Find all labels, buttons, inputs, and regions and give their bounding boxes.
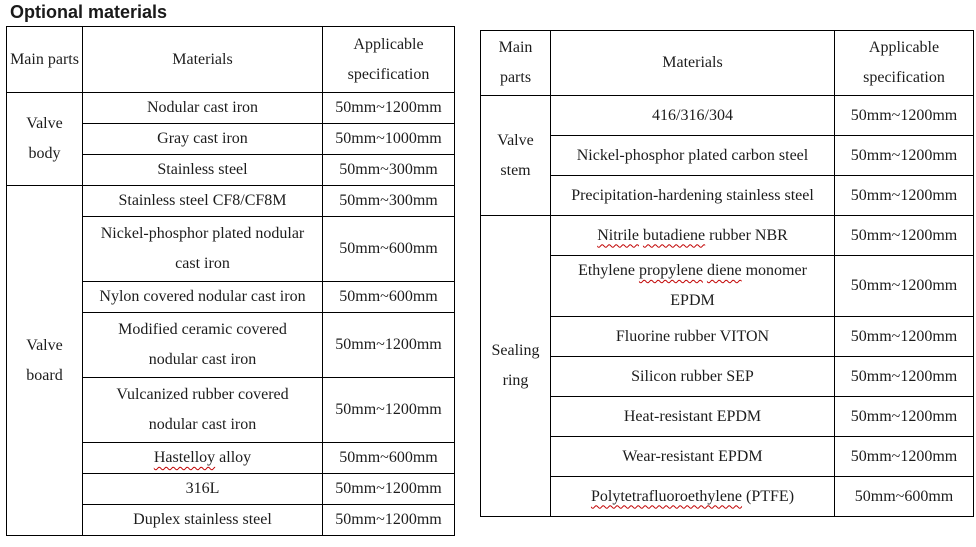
material-text: (PTFE)	[742, 487, 795, 505]
material-cell	[551, 256, 835, 317]
spec-cell: 50mm~600mm	[323, 217, 455, 282]
spec-cell: 50mm~1200mm	[323, 313, 455, 378]
table-header-row	[7, 27, 455, 93]
spec-cell: 50mm~600mm	[323, 443, 455, 474]
material-cell	[83, 443, 323, 474]
spec-cell: 50mm~1200mm	[323, 474, 455, 505]
group-label-valve-stem: Valve stem	[481, 96, 551, 216]
spec-cell: 50mm~1200mm	[835, 397, 974, 437]
material-cell: Silicon rubber SEP	[551, 357, 835, 397]
table-row	[481, 437, 974, 477]
optional-materials-table-left	[6, 26, 455, 536]
misspelled-word: diene	[706, 262, 742, 279]
spec-cell: 50mm~1200mm	[323, 505, 455, 536]
misspelled-word: butadiene	[642, 226, 706, 244]
material-text: rubber NBR	[705, 226, 788, 244]
table-row	[481, 317, 974, 357]
group-label-valve-board: Valve board	[7, 186, 83, 536]
misspelled-word: Polytetrafluoroethylene	[590, 487, 743, 505]
misspelled-word: Nitrile	[597, 226, 639, 244]
spec-cell: 50mm~1200mm	[835, 256, 974, 317]
material-line: Vulcanized rubber covered	[116, 386, 289, 403]
col-header-materials: Materials	[551, 31, 835, 96]
spec-cell: 50mm~1200mm	[323, 378, 455, 443]
spec-cell: 50mm~1200mm	[835, 96, 974, 136]
material-cell: Precipitation-hardening stainless steel	[551, 176, 835, 216]
material-line: EPDM	[670, 292, 715, 309]
spec-cell: 50mm~600mm	[835, 477, 974, 517]
material-cell: Nodular cast iron	[83, 93, 323, 124]
spec-cell: 50mm~1200mm	[835, 216, 974, 256]
table-row	[481, 357, 974, 397]
table-row	[481, 176, 974, 216]
material-cell: Nylon covered nodular cast iron	[83, 282, 323, 313]
material-cell	[83, 217, 323, 282]
material-line: cast iron	[175, 255, 230, 272]
material-cell: Gray cast iron	[83, 124, 323, 155]
misspelled-word: Hastelloy	[153, 449, 216, 466]
spec-cell: 50mm~1000mm	[323, 124, 455, 155]
material-cell: 416/316/304	[551, 96, 835, 136]
spec-cell: 50mm~1200mm	[323, 93, 455, 124]
material-line: nodular cast iron	[148, 416, 257, 433]
spec-cell: 50mm~300mm	[323, 155, 455, 186]
misspelled-word: propylene	[638, 262, 703, 279]
material-line: nodular cast iron	[148, 351, 257, 368]
spec-cell: 50mm~1200mm	[835, 357, 974, 397]
table-row	[481, 216, 974, 256]
material-cell: Duplex stainless steel	[83, 505, 323, 536]
spec-cell: 50mm~600mm	[323, 282, 455, 313]
material-cell: Nickel-phosphor plated carbon steel	[551, 136, 835, 176]
material-cell	[551, 477, 835, 517]
material-cell: 316L	[83, 474, 323, 505]
material-text: monomer	[741, 262, 807, 279]
material-cell	[551, 216, 835, 256]
group-label-valve-body: Valve body	[7, 93, 83, 186]
material-cell: Wear-resistant EPDM	[551, 437, 835, 477]
material-cell: Heat-resistant EPDM	[551, 397, 835, 437]
table-row	[481, 256, 974, 317]
spec-cell: 50mm~1200mm	[835, 176, 974, 216]
material-text: Ethylene	[578, 262, 639, 279]
table-header-row	[481, 31, 974, 96]
col-header-applicable-specification: Applicable specification	[835, 31, 974, 96]
material-cell: Fluorine rubber VITON	[551, 317, 835, 357]
spec-cell: 50mm~1200mm	[835, 317, 974, 357]
table-row	[481, 397, 974, 437]
table-row	[7, 186, 455, 217]
material-cell	[83, 378, 323, 443]
material-cell: Stainless steel CF8/CF8M	[83, 186, 323, 217]
table-row	[481, 96, 974, 136]
col-header-main-parts: Main parts	[7, 27, 83, 93]
table-row	[7, 93, 455, 124]
spec-cell: 50mm~1200mm	[835, 437, 974, 477]
material-cell: Stainless steel	[83, 155, 323, 186]
col-header-materials: Materials	[83, 27, 323, 93]
group-label-sealing-ring: Sealing ring	[481, 216, 551, 517]
page-title: Optional materials	[10, 2, 168, 22]
col-header-applicable-specification: Applicable specification	[323, 27, 455, 93]
table-row	[481, 136, 974, 176]
material-line	[553, 256, 832, 286]
material-cell	[83, 313, 323, 378]
material-line: Nickel-phosphor plated nodular	[100, 225, 305, 242]
table-row	[481, 477, 974, 517]
optional-materials-table-right	[480, 30, 974, 517]
col-header-main-parts: Main parts	[481, 31, 551, 96]
material-text: alloy	[215, 449, 252, 466]
spec-cell: 50mm~1200mm	[835, 136, 974, 176]
material-line: Modified ceramic covered	[118, 321, 287, 338]
spec-cell: 50mm~300mm	[323, 186, 455, 217]
